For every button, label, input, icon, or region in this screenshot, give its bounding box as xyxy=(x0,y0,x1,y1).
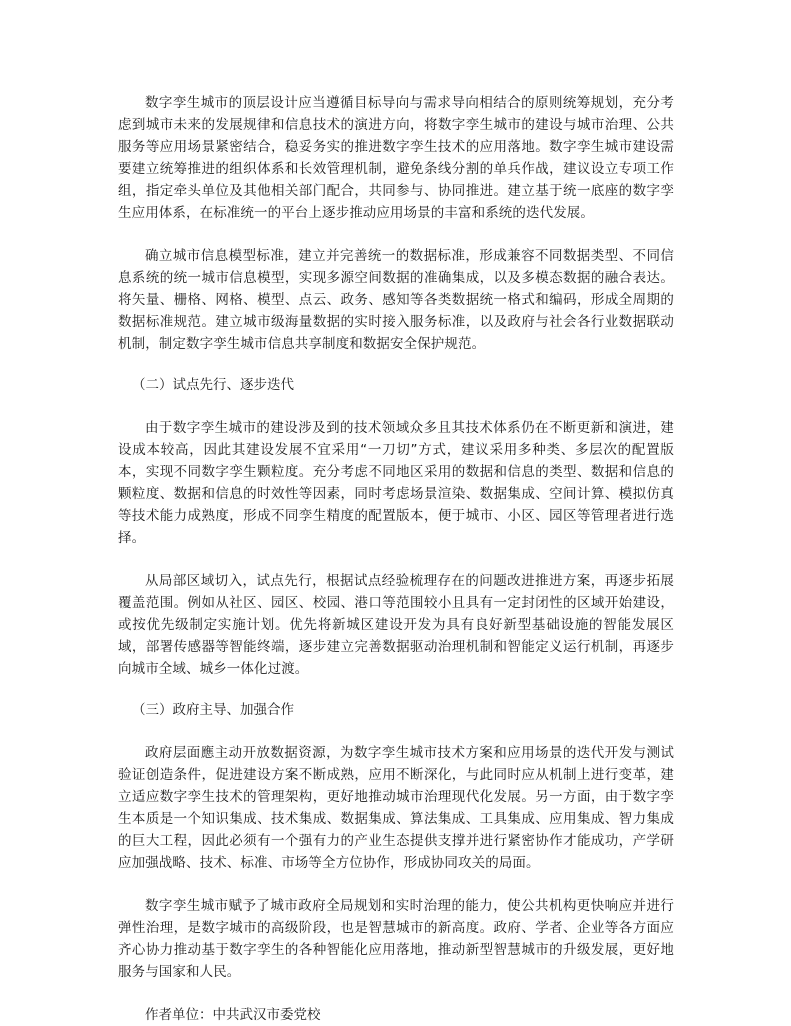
paragraph-spacer xyxy=(118,874,674,895)
section-heading-pilot-first: （二）试点先行、逐步迭代 xyxy=(132,377,294,393)
author-affiliation: 作者单位：中共武汉市委党校 xyxy=(145,1007,321,1023)
paragraph-open-data: 政府层面應主动开放数据资源，为数字孪生城市技术方案和应用场景的迭代开发与测试验证创造条件，促进建设方案不断成熟，应用不断深化，与此同时应从机制上进行变革，建立适应数字孪生技术的管理架构，更好地推动城市治理现代化发展。另一方面，由于数字孪生本质是一个知识集成、技术集成、数据集成、算法集成、工具集成、应用集成、智力集成的巨大工程，因此必须有一个强有力的产业生态提供支撑并进行紧密协作才能成功，产学研应加强战略、技术、标准、市场等全方位协作，形成协同攻关的局面。 xyxy=(118,745,674,871)
paragraph-conclusion: 数字孪生城市赋予了城市政府全局规划和实时治理的能力，使公共机构更快响应并进行弹性治理，是数字城市的高级阶段，也是智慧城市的新高度。政府、学者、企业等各方面应齐心协力推动基于数字孪生的各种智能化应用落地，推动新型智慧城市的升级发展，更好地服务与国家和人民。 xyxy=(118,898,674,980)
article-body xyxy=(118,92,674,1026)
paragraph-configuration-versions: 由于数字孪生城市的建设涉及到的技术领域众多且其技术体系仍在不断更新和演进，建设成本较高，因此其建设发展不宜采用“一刀切”方式，建议采用多种类、多层次的配置版本，实现不同数字孪生颗粒度。充分考虑不同地区采用的数据和信息的类型、数据和信息的颗粒度、数据和信息的时效性等因素，同时考虑场景渲染、数据集成、空间计算、模拟仿真等技术能力成熟度，形成不同孪生精度的配置版本，便于城市、小区、园区等管理者进行选择。 xyxy=(118,420,674,546)
section-heading-government-led: （三）政府主导、加强合作 xyxy=(132,702,294,718)
paragraph-spacer xyxy=(118,355,674,374)
paragraph-spacer xyxy=(118,549,674,570)
paragraph-spacer xyxy=(118,396,674,417)
paragraph-city-information-model: 确立城市信息模型标准，建立并完善统一的数据标准，形成兼容不同数据类型、不同信息系统的统一城市信息模型，实现多源空间数据的准确集成，以及多模态数据的融合表达。将矢量、栅格、网格、模型、点云、政务、感知等各类数据统一格式和编码，形成全周期的数据标准规范。建立城市级海量数据的实时接入服务标准，以及政府与社会各行业数据联动机制，制定数字孪生城市信息共享制度和数据安全保护规范。 xyxy=(118,248,674,352)
paragraph-local-pilot: 从局部区域切入，试点先行，根据试点经验梳理存在的问题改进推进方案，再逐步拓展覆盖范围。例如从社区、园区、校园、港口等范围较小且具有一定封闭性的区域开始建设，或按优先级制定实施计划。优先将新城区建设开发为具有良好新型基础设施的智能发展区域，部署传感器等智能终端，逐步建立完善数据驱动治理机制和智能定义运行机制，再逐步向城市全域、城乡一体化过渡。 xyxy=(118,573,674,677)
paragraph-spacer xyxy=(118,721,674,742)
paragraph-spacer xyxy=(118,983,674,1004)
paragraph-spacer xyxy=(118,224,674,245)
paragraph-spacer xyxy=(118,680,674,699)
paragraph-top-level-design: 数字孪生城市的顶层设计应当遵循目标导向与需求导向相结合的原则统筹规划，充分考虑到城市未来的发展规律和信息技术的演进方向，将数字孪生城市的建设与城市治理、公共服务等应用场景紧密结合，稳妥务实的推进数字孪生技术的应用落地。数字孪生城市建设需要建立统筹推进的组织体系和长效管理机制，避免条线分割的单兵作战，建议设立专项工作组，指定牵头单位及其他相关部门配合，共同参与、协同推进。建立基于统一底座的数字孪生应用体系，在标准统一的平台上逐步推动应用场景的丰富和系统的迭代发展。 xyxy=(118,95,674,221)
